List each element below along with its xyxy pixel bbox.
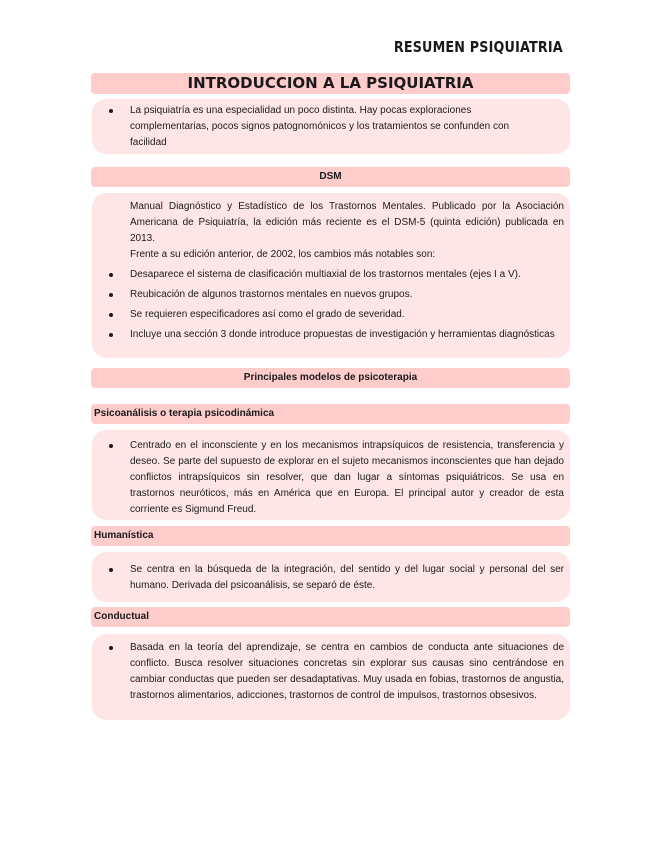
psychoanalysis-heading: Psicoanálisis o terapia psicodinámica [91, 404, 570, 424]
dsm-heading: DSM [91, 167, 570, 187]
intro-box [92, 99, 570, 154]
psychoanalysis-box [92, 430, 570, 520]
dsm-description: Manual Diagnóstico y Estadístico de los Trastornos Mentales. Publicado por la Asociación Americana de Psiquiatría, la edición más reciente es el DSM-5 (quinta edición) publicada en 2013. [130, 201, 564, 244]
behavioral-heading: Conductual [91, 607, 570, 627]
humanistic-heading: Humanística [91, 526, 570, 546]
list-item: Desaparece el sistema de clasificación multiaxial de los trastornos mentales (ejes I a V). [130, 267, 564, 283]
intro-heading: INTRODUCCION A LA PSIQUIATRIA [91, 73, 570, 94]
list-item: Se centra en la búsqueda de la integración, del sentido y del lugar social y personal del ser humano. Derivada del psicoanálisis, se separó de éste. [130, 562, 564, 594]
list-item: Centrado en el inconsciente y en los mecanismos intrapsíquicos de resistencia, transferencia y deseo. Se parte del supuesto de explorar en el sujeto mecanismos inconscientes que han dejado conflictos intrapsíquicos sin resolver, que dan lugar a síntomas psiquiátricos. Se usa en trastornos neuróticos, más en América que en Europa. El principal autor y creador de esta corriente es Sigmund Freud. [130, 438, 564, 518]
behavioral-box [92, 634, 570, 720]
list-item: Incluye una sección 3 donde introduce propuestas de investigación y herramientas diagnósticas [130, 327, 564, 343]
dsm-box [92, 193, 570, 358]
list-item: Basada en la teoría del aprendizaje, se centra en cambios de conducta ante situaciones de conflicto. Busca resolver situaciones concretas sin explorar sus causas sino centrándose en cambiar conductas que pueden ser desadaptativas. Muy usada en fobias, trastornos de angustia, trastornos alimentarios, adicciones, trastornos de control de impulsos, trastornos obsesivos. [130, 640, 564, 704]
list-item: La psiquiatría es una especialidad un poco distinta. Hay pocas exploraciones complementarias, pocos signos patognomónicos y los tratamientos se confunden con facilidad [130, 103, 564, 151]
models-heading: Principales modelos de psicoterapia [91, 368, 570, 388]
list-item: Reubicación de algunos trastornos mentales en nuevos grupos. [130, 287, 564, 303]
list-item: Se requieren especificadores así como el grado de severidad. [130, 307, 564, 323]
humanistic-box [92, 552, 570, 602]
dsm-intro-changes: Frente a su edición anterior, de 2002, los cambios más notables son: [130, 249, 436, 260]
document-title: RESUMEN PSIQUIATRIA [393, 38, 563, 56]
